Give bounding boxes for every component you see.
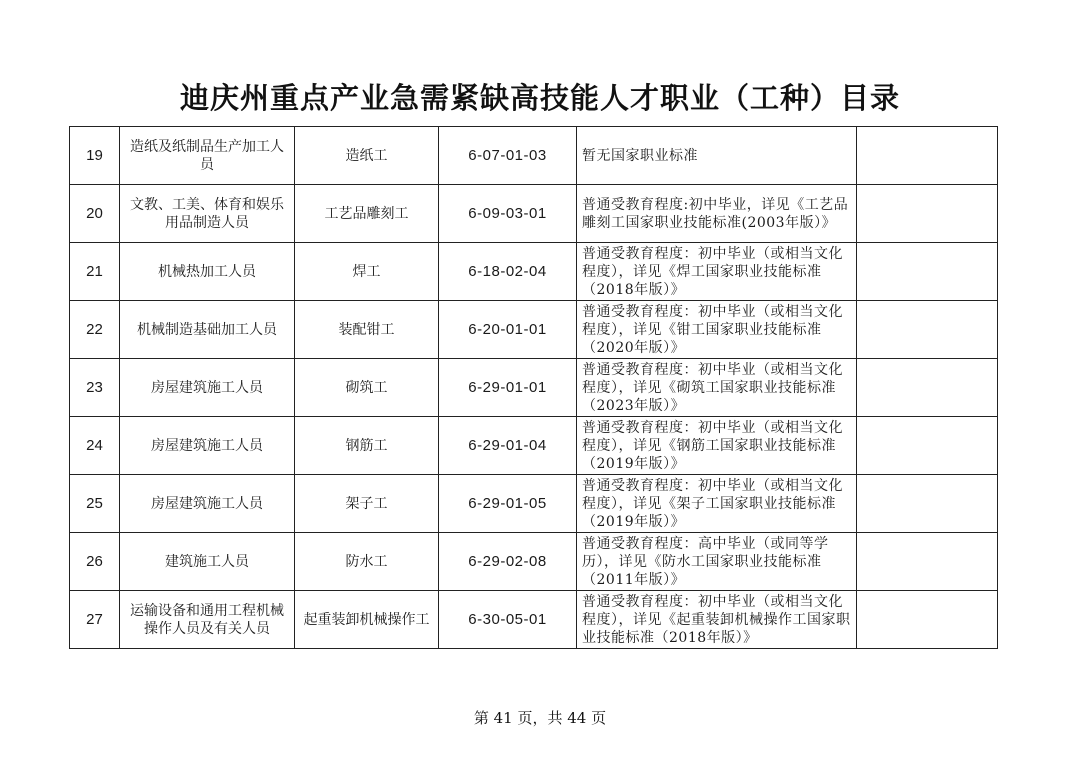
occupation-category: 机械热加工人员	[120, 243, 295, 301]
education-requirement: 普通受教育程度：高中毕业（或同等学历），详见《防水工国家职业技能标准（2011年版）》	[577, 533, 857, 591]
occupation-name: 架子工	[295, 475, 439, 533]
row-number: 23	[70, 359, 120, 417]
occupation-code: 6-29-02-08	[439, 533, 577, 591]
row-number: 27	[70, 591, 120, 649]
occupation-name: 焊工	[295, 243, 439, 301]
occupation-category: 房屋建筑施工人员	[120, 417, 295, 475]
occupation-catalog-table	[69, 126, 998, 649]
occupation-category: 机械制造基础加工人员	[120, 301, 295, 359]
occupation-name: 装配钳工	[295, 301, 439, 359]
note-cell	[857, 243, 998, 301]
note-cell	[857, 417, 998, 475]
occupation-name: 砌筑工	[295, 359, 439, 417]
occupation-category: 造纸及纸制品生产加工人员	[120, 127, 295, 185]
occupation-category: 房屋建筑施工人员	[120, 475, 295, 533]
occupation-code: 6-29-01-05	[439, 475, 577, 533]
occupation-code: 6-29-01-01	[439, 359, 577, 417]
row-number: 19	[70, 127, 120, 185]
occupation-code: 6-29-01-04	[439, 417, 577, 475]
note-cell	[857, 127, 998, 185]
row-number: 24	[70, 417, 120, 475]
occupation-code: 6-07-01-03	[439, 127, 577, 185]
education-requirement: 普通受教育程度：初中毕业（或相当文化程度），详见《起重装卸机械操作工国家职业技能标准（2018年版）》	[577, 591, 857, 649]
row-number: 20	[70, 185, 120, 243]
occupation-name: 工艺品雕刻工	[295, 185, 439, 243]
table-row	[70, 475, 998, 533]
education-requirement: 暂无国家职业标准	[577, 127, 857, 185]
page-number-footer: 第 41 页，共 44 页	[473, 709, 607, 727]
note-cell	[857, 359, 998, 417]
note-cell	[857, 475, 998, 533]
occupation-name: 防水工	[295, 533, 439, 591]
note-cell	[857, 301, 998, 359]
row-number: 22	[70, 301, 120, 359]
row-number: 25	[70, 475, 120, 533]
occupation-code: 6-20-01-01	[439, 301, 577, 359]
occupation-category: 建筑施工人员	[120, 533, 295, 591]
education-requirement: 普通受教育程度：初中毕业（或相当文化程度），详见《焊工国家职业技能标准（2018年版）》	[577, 243, 857, 301]
note-cell	[857, 533, 998, 591]
occupation-name: 造纸工	[295, 127, 439, 185]
table-row	[70, 533, 998, 591]
occupation-category: 运输设备和通用工程机械操作人员及有关人员	[120, 591, 295, 649]
education-requirement: 普通受教育程度：初中毕业（或相当文化程度），详见《钳工国家职业技能标准（2020年版）》	[577, 301, 857, 359]
occupation-code: 6-30-05-01	[439, 591, 577, 649]
education-requirement: 普通受教育程度：初中毕业（或相当文化程度），详见《钢筋工国家职业技能标准（2019年版）》	[577, 417, 857, 475]
note-cell	[857, 185, 998, 243]
occupation-code: 6-18-02-04	[439, 243, 577, 301]
occupation-name: 钢筋工	[295, 417, 439, 475]
occupation-name: 起重装卸机械操作工	[295, 591, 439, 649]
occupation-category: 文教、工美、体育和娱乐用品制造人员	[120, 185, 295, 243]
table-row	[70, 127, 998, 185]
row-number: 21	[70, 243, 120, 301]
note-cell	[857, 591, 998, 649]
table-row	[70, 301, 998, 359]
education-requirement: 普通受教育程度：初中毕业（或相当文化程度），详见《架子工国家职业技能标准（2019年版）》	[577, 475, 857, 533]
education-requirement: 普通受教育程度：初中毕业（或相当文化程度），详见《砌筑工国家职业技能标准（2023年版）》	[577, 359, 857, 417]
row-number: 26	[70, 533, 120, 591]
table-row	[70, 243, 998, 301]
education-requirement: 普通受教育程度:初中毕业，详见《工艺品雕刻工国家职业技能标准(2003年版）》	[577, 185, 857, 243]
page-title: 迪庆州重点产业急需紧缺高技能人才职业（工种）目录	[179, 81, 900, 115]
occupation-category: 房屋建筑施工人员	[120, 359, 295, 417]
table-row	[70, 185, 998, 243]
table-row	[70, 359, 998, 417]
occupation-code: 6-09-03-01	[439, 185, 577, 243]
table-row	[70, 591, 998, 649]
table-row	[70, 417, 998, 475]
